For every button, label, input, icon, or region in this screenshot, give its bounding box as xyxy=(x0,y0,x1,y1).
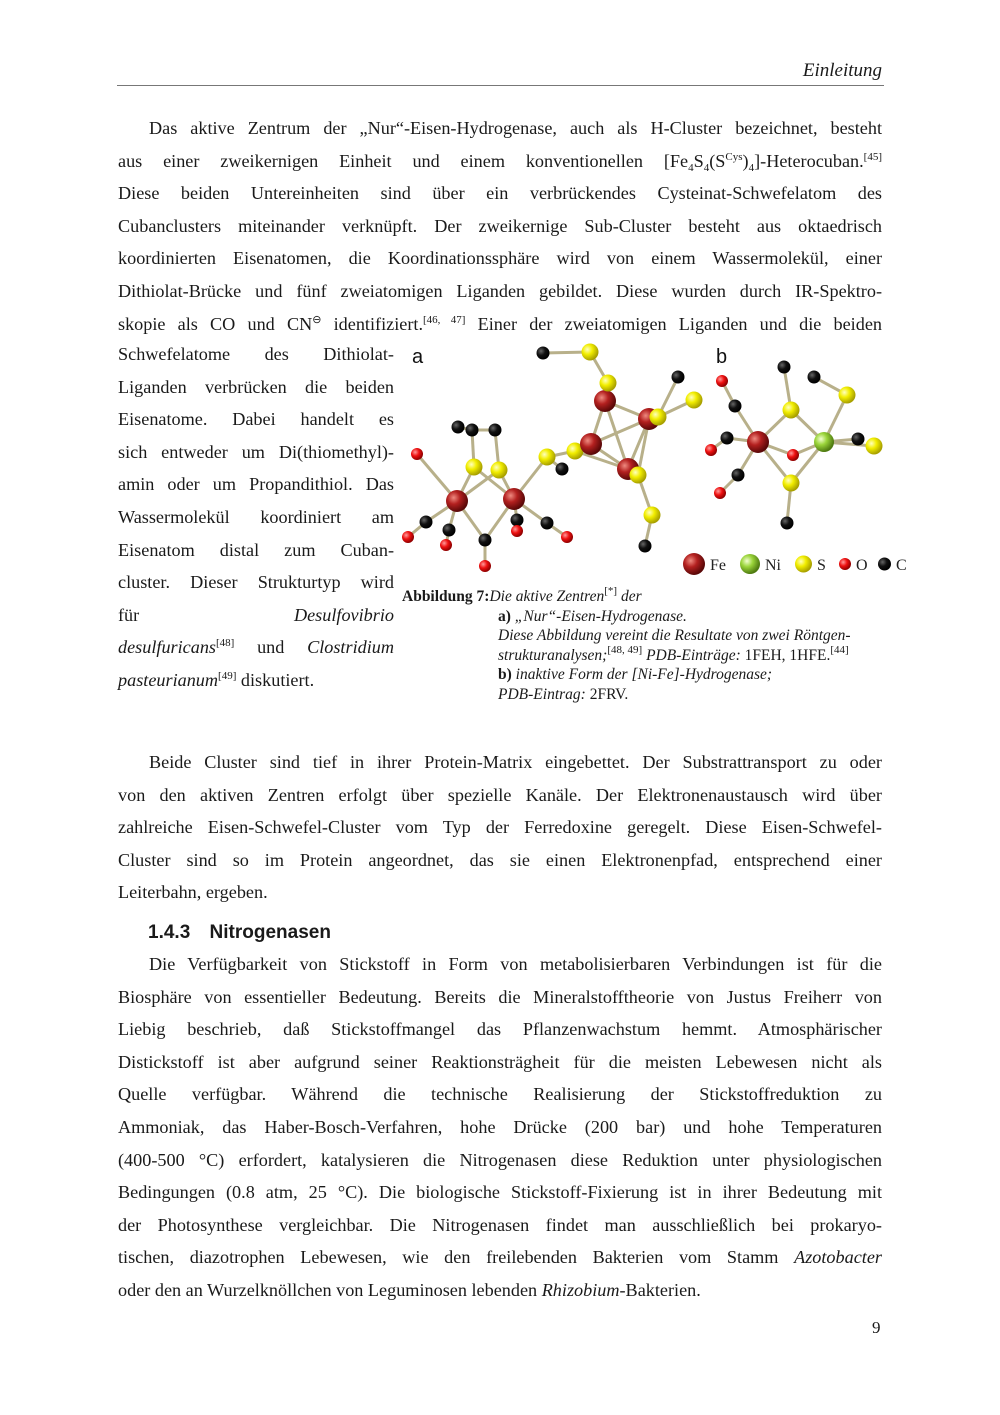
legend-swatch-c xyxy=(878,558,891,571)
atom-o xyxy=(561,531,573,543)
atom-s xyxy=(466,459,483,476)
text-line: skopie als CO und CN⊖ identifiziert.[46, 47] Einer der zweiatomigen Liganden und die beiden xyxy=(118,313,882,334)
atom-o xyxy=(787,449,799,461)
atom-o xyxy=(402,531,414,543)
atom-c xyxy=(672,371,685,384)
atom-s xyxy=(866,438,883,455)
atom-o xyxy=(705,444,717,456)
atom-c xyxy=(852,433,865,446)
text-line: Eisenatom distal zum Cuban- xyxy=(118,539,394,560)
atom-c xyxy=(511,514,524,527)
figure-caption xyxy=(402,587,892,704)
panel-label-b: b xyxy=(716,346,728,368)
atom-o xyxy=(511,525,523,537)
text-line: Liebig beschrieb, daß Stickstoffmangel das Pflanzenwachstum hemmt. Atmosphärischer xyxy=(118,1019,882,1040)
wrapped-text-column xyxy=(118,338,394,697)
atom-c xyxy=(732,469,745,482)
caption-line: Abbildung 7:Die aktive Zentren[*] der xyxy=(402,585,642,605)
legend-swatch-o xyxy=(839,558,851,570)
atom-s xyxy=(600,375,617,392)
atom-ni xyxy=(814,432,834,452)
caption-line: b) inaktive Form der [Ni-Fe]-Hydrogenase; xyxy=(498,666,773,683)
text-line: Dithiolat-Brücke und fünf zweiatomigen Liganden gebildet. Diese wurden durch IR-Spektro- xyxy=(118,280,882,301)
text-line: Biosphäre von essentieller Bedeutung. Bereits die Mineralstofftheorie von Justus Freiherr von xyxy=(118,986,882,1007)
panel-label-a: a xyxy=(412,346,424,368)
text-line: desulfuricans[48] und Clostridium xyxy=(118,637,394,658)
caption-line: PDB-Eintrag: 2FRV. xyxy=(498,685,629,703)
atom-c xyxy=(466,424,479,437)
text-line: von den aktiven Zentren erfolgt über spezielle Kanäle. Der Elektronenaustausch wird über xyxy=(118,784,882,805)
text-line: pasteurianum[49] diskutiert. xyxy=(118,669,315,690)
atom-s xyxy=(644,507,661,524)
atom-c xyxy=(639,540,652,553)
page-number: 9 xyxy=(872,1318,881,1337)
atom-c xyxy=(721,432,734,445)
atom-fe xyxy=(580,433,602,455)
running-header xyxy=(117,58,884,86)
atom-s xyxy=(783,402,800,419)
text-line: (400-500 °C) erfordert, katalysieren die Nitrogenasen diese Reduktion unter physiologischen xyxy=(118,1149,882,1170)
text-line: Cluster sind so im Protein angeordnet, das sie einen Elektronenpfad, entsprechend einer xyxy=(118,849,882,870)
atom-s xyxy=(686,392,703,409)
section-number: 1.4.3 xyxy=(148,922,191,943)
atom-o xyxy=(714,487,726,499)
atom-s xyxy=(491,462,508,479)
legend-label-c: C xyxy=(896,557,907,574)
figure-active-sites xyxy=(400,338,907,583)
citation: [45] xyxy=(863,150,882,163)
text-line: amin oder um Propandithiol. Das xyxy=(118,474,394,495)
atom-c xyxy=(556,463,569,476)
text-line: Distickstoff ist aber aufgrund seiner Reaktionsträgheit für die meisten Lebewesen nicht als xyxy=(118,1051,882,1072)
section-title: Nitrogenasen xyxy=(209,922,331,943)
legend-label-fe: Fe xyxy=(710,557,726,574)
paragraph-clusters xyxy=(118,746,882,909)
text-line: Das aktive Zentrum der „Nur“-Eisen-Hydrogenase, auch als H-Cluster bezeichnet, besteht xyxy=(149,118,882,138)
text-line: für Desulfovibrio xyxy=(118,604,394,625)
atom-c xyxy=(443,524,456,537)
text-line: Liganden verbrücken die beiden xyxy=(118,376,394,397)
atom-c xyxy=(729,400,742,413)
text-line: Beide Cluster sind tief in ihrer Protein-Matrix eingebettet. Der Substrattransport zu oder xyxy=(149,752,882,772)
legend-label-o: O xyxy=(856,557,868,574)
citation: [49] xyxy=(218,669,237,682)
atom-c xyxy=(778,361,791,374)
atom-fe xyxy=(594,390,616,412)
atom-fe xyxy=(446,490,468,512)
text-line: Wassermolekül koordiniert am xyxy=(118,506,394,527)
text-line: Ammoniak, das Haber-Bosch-Verfahren, hohe Drücke (200 bar) und hohe Temperaturen xyxy=(118,1116,882,1137)
text-line: Diese beiden Untereinheiten sind über ein verbrückendes Cysteinat-Schwefelatom des xyxy=(118,183,882,204)
atom-o xyxy=(479,560,491,572)
caption-line: Diese Abbildung vereint die Resultate von zwei Röntgen- xyxy=(498,627,851,644)
paragraph-h-cluster xyxy=(118,112,882,340)
caption-line: a) „Nur“-Eisen-Hydrogenase. xyxy=(498,607,687,625)
atom-s xyxy=(630,467,647,484)
atom-fe xyxy=(503,488,525,510)
legend-swatch-fe xyxy=(683,553,705,575)
atom-o xyxy=(411,448,423,460)
text-line: Cubanclusters miteinander verknüpft. Der zweikernige Sub-Cluster besteht aus oktaedrisch xyxy=(118,215,882,236)
legend xyxy=(683,553,907,575)
text-line: Bedingungen (0.8 atm, 25 °C). Die biologische Stickstoff-Fixierung ist in ihrer Bedeutung mit xyxy=(118,1182,882,1203)
atom-c xyxy=(489,424,502,437)
atom-c xyxy=(808,371,821,384)
header-title: Einleitung xyxy=(802,60,882,81)
text-line: aus einer zweikernigen Einheit und einem konventionellen $[Fe_4S_4(S^{Cys})_4]-Heterocuban.[45]$ xyxy=(118,150,882,174)
text-line: cluster. Dieser Strukturtyp wird xyxy=(118,572,394,593)
text-line: tischen, diazotrophen Lebewesen, wie den freilebenden Bakterien vom Stamm Azotobacter xyxy=(118,1247,882,1268)
molecule-diagram xyxy=(400,338,907,583)
citation: [48] xyxy=(216,637,235,650)
section-heading xyxy=(148,922,331,944)
atom-c xyxy=(420,516,433,529)
atom-s xyxy=(839,387,856,404)
legend-swatch-s xyxy=(795,556,812,573)
atom-c xyxy=(479,534,492,547)
atom-s xyxy=(539,449,556,466)
atom-c xyxy=(541,517,554,530)
text-line: oder den an Wurzelknöllchen von Leguminosen lebenden Rhizobium-Bakterien. xyxy=(118,1279,701,1300)
text-line: sich entweder um Di(thiomethyl)- xyxy=(118,441,394,462)
legend-label-s: S xyxy=(817,557,826,574)
atom-s xyxy=(650,409,667,426)
text-line: Leiterbahn, ergeben. xyxy=(118,882,268,903)
text-line: Eisenatome. Dabei handelt es xyxy=(118,409,394,430)
atom-o xyxy=(440,539,452,551)
legend-label-ni: Ni xyxy=(765,557,781,574)
text-line: Quelle verfügbar. Während die technische Realisierung der Stickstoffreduktion zu xyxy=(118,1084,882,1105)
atom-c xyxy=(781,517,794,530)
citation: [46, 47] xyxy=(423,313,466,326)
text-line: Schwefelatome des Dithiolat- xyxy=(118,344,394,364)
paragraph-nitrogenases xyxy=(118,948,882,1307)
text-line: der Photosynthese vergleichbar. Die Nitrogenasen findet man ausschließlich bei prokaryo- xyxy=(118,1214,882,1235)
atom-fe xyxy=(747,431,769,453)
text-line: Die Verfügbarkeit von Stickstoff in Form von metabolisierbaren Verbindungen ist für die xyxy=(149,954,882,974)
text-line: zahlreiche Eisen-Schwefel-Cluster vom Typ der Ferredoxine geregelt. Diese Eisen-Schwefel- xyxy=(118,817,882,838)
atom-o xyxy=(716,375,728,387)
text-line: koordinierten Eisenatomen, die Koordinationssphäre wird von einem Wassermolekül, einer xyxy=(118,248,882,269)
atom-s xyxy=(582,344,599,361)
caption-label: Abbildung 7: xyxy=(402,588,490,605)
atom-c xyxy=(452,421,465,434)
legend-swatch-ni xyxy=(740,554,760,574)
atom-c xyxy=(537,347,550,360)
caption-line: strukturanalysen;[48, 49] PDB-Einträge: 1FEH, 1HFE.[44] xyxy=(498,643,849,664)
atom-s xyxy=(783,475,800,492)
